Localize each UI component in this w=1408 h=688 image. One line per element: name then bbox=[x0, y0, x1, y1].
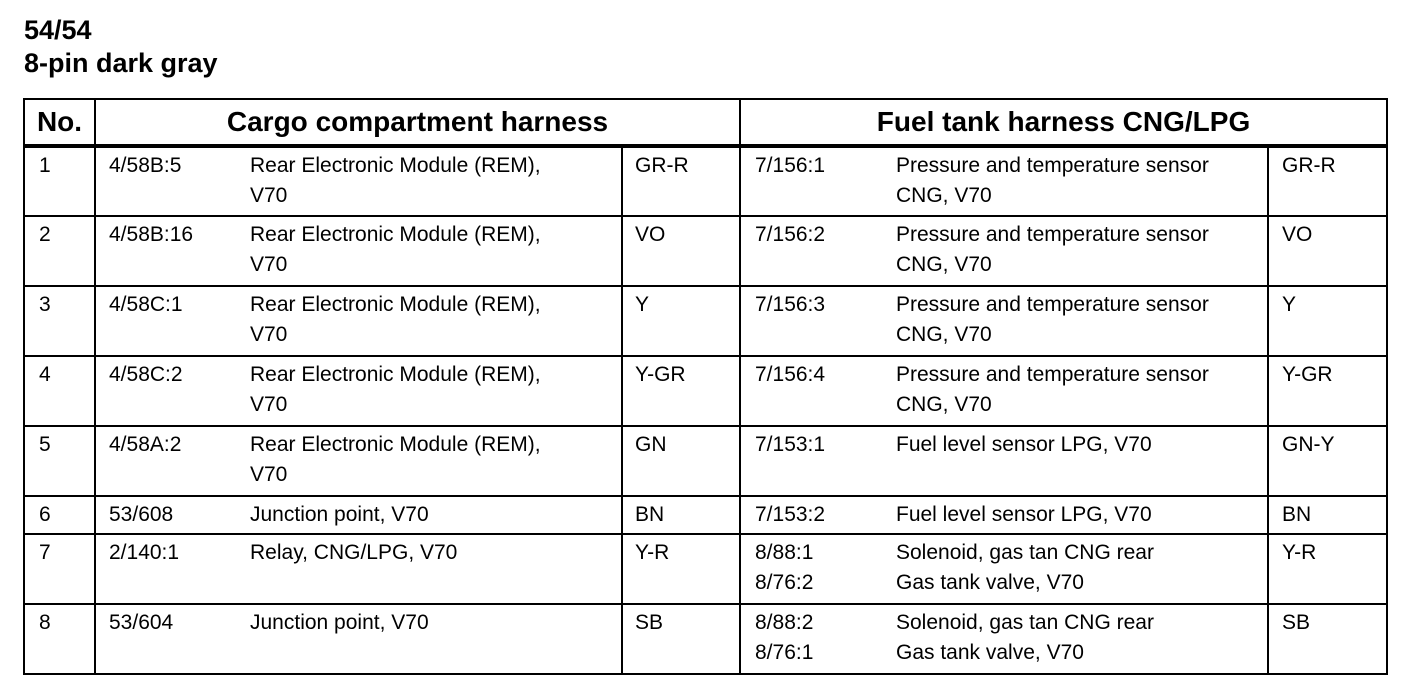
description-line: V70 bbox=[250, 253, 288, 276]
connector-pin: 4/58B:16 bbox=[109, 223, 194, 246]
pin-number: 4 bbox=[24, 356, 95, 426]
connection-entry bbox=[755, 568, 1267, 598]
page-heading bbox=[24, 14, 218, 80]
description-line: Rear Electronic Module (REM), bbox=[250, 363, 541, 386]
header-cargo: Cargo compartment harness bbox=[95, 99, 740, 146]
description-line: Pressure and temperature sensor bbox=[896, 363, 1209, 386]
description-line: Gas tank valve, V70 bbox=[896, 641, 1084, 664]
description-line: Rear Electronic Module (REM), bbox=[250, 293, 541, 316]
fuel-harness-cell bbox=[740, 496, 1268, 534]
connection-entry bbox=[109, 430, 621, 490]
pin-number: 5 bbox=[24, 426, 95, 496]
description-line: Pressure and temperature sensor bbox=[896, 154, 1209, 177]
component-description bbox=[250, 290, 621, 350]
component-description bbox=[896, 608, 1267, 638]
connection-entry bbox=[109, 360, 621, 420]
connection-entry bbox=[755, 538, 1267, 568]
cargo-wire-color: GN bbox=[622, 426, 740, 496]
connector-pin: 4/58C:2 bbox=[109, 363, 183, 386]
description-line: Relay, CNG/LPG, V70 bbox=[250, 541, 458, 564]
description-line: Pressure and temperature sensor bbox=[896, 223, 1209, 246]
header-row bbox=[24, 99, 1387, 146]
connection-entry bbox=[755, 220, 1267, 280]
connection-entry bbox=[755, 638, 1267, 668]
component-description bbox=[896, 430, 1267, 460]
pin-rows bbox=[24, 146, 1387, 674]
connector-pin: 8/76:2 bbox=[755, 571, 814, 594]
connector-pin: 53/608 bbox=[109, 503, 174, 526]
cargo-wire-color: GR-R bbox=[622, 146, 740, 216]
connector-description: 8-pin dark gray bbox=[24, 48, 218, 78]
connector-pin: 4/58C:1 bbox=[109, 293, 183, 316]
component-description bbox=[250, 538, 621, 568]
component-description bbox=[250, 220, 621, 280]
connector-pin: 7/153:1 bbox=[755, 433, 826, 456]
table-row bbox=[24, 146, 1387, 216]
cargo-harness-cell bbox=[95, 216, 622, 286]
connection-entry bbox=[755, 500, 1267, 530]
fuel-harness-cell bbox=[740, 356, 1268, 426]
connection-entry bbox=[109, 220, 621, 280]
cargo-wire-color: VO bbox=[622, 216, 740, 286]
fuel-wire-color: Y-GR bbox=[1268, 356, 1387, 426]
table-row bbox=[24, 534, 1387, 604]
connector-pin: 7/156:4 bbox=[755, 363, 826, 386]
fuel-harness-cell bbox=[740, 216, 1268, 286]
component-description bbox=[250, 500, 621, 530]
component-description bbox=[250, 430, 621, 490]
description-line: Pressure and temperature sensor bbox=[896, 293, 1209, 316]
component-description bbox=[896, 290, 1267, 350]
fuel-wire-color: VO bbox=[1268, 216, 1387, 286]
component-description bbox=[896, 568, 1267, 598]
pin-number: 7 bbox=[24, 534, 95, 604]
fuel-harness-cell bbox=[740, 534, 1268, 604]
connector-pin: 8/88:1 bbox=[755, 541, 814, 564]
cargo-harness-cell bbox=[95, 286, 622, 356]
fuel-wire-color: BN bbox=[1268, 496, 1387, 534]
table-row bbox=[24, 604, 1387, 674]
cargo-wire-color: Y-GR bbox=[622, 356, 740, 426]
component-description bbox=[896, 500, 1267, 530]
pin-number: 3 bbox=[24, 286, 95, 356]
component-description bbox=[896, 638, 1267, 668]
description-line: Rear Electronic Module (REM), bbox=[250, 433, 541, 456]
cargo-wire-color: Y-R bbox=[622, 534, 740, 604]
fuel-harness-cell bbox=[740, 426, 1268, 496]
cargo-wire-color: SB bbox=[622, 604, 740, 674]
description-line: Fuel level sensor LPG, V70 bbox=[896, 503, 1152, 526]
description-line: Fuel level sensor LPG, V70 bbox=[896, 433, 1152, 456]
component-description bbox=[896, 360, 1267, 420]
connector-pin: 7/156:3 bbox=[755, 293, 826, 316]
header-fuel: Fuel tank harness CNG/LPG bbox=[740, 99, 1387, 146]
connection-entry bbox=[755, 430, 1267, 460]
description-line: V70 bbox=[250, 323, 288, 346]
description-line: Junction point, V70 bbox=[250, 503, 429, 526]
connector-pin: 53/604 bbox=[109, 611, 174, 634]
component-description bbox=[896, 151, 1267, 211]
cargo-harness-cell bbox=[95, 604, 622, 674]
description-line: Rear Electronic Module (REM), bbox=[250, 223, 541, 246]
fuel-harness-cell bbox=[740, 286, 1268, 356]
connection-entry bbox=[109, 538, 621, 568]
description-line: Solenoid, gas tan CNG rear bbox=[896, 611, 1154, 634]
table-row bbox=[24, 496, 1387, 534]
connector-pin: 4/58A:2 bbox=[109, 433, 182, 456]
header-no: No. bbox=[24, 99, 95, 146]
pin-number: 6 bbox=[24, 496, 95, 534]
description-line: Solenoid, gas tan CNG rear bbox=[896, 541, 1154, 564]
pin-number: 2 bbox=[24, 216, 95, 286]
connector-pin: 4/58B:5 bbox=[109, 154, 182, 177]
connector-pin: 7/153:2 bbox=[755, 503, 826, 526]
cargo-harness-cell bbox=[95, 356, 622, 426]
cargo-wire-color: BN bbox=[622, 496, 740, 534]
description-line: V70 bbox=[250, 184, 288, 207]
connection-entry bbox=[109, 290, 621, 350]
fuel-wire-color: GN-Y bbox=[1268, 426, 1387, 496]
fuel-harness-cell bbox=[740, 604, 1268, 674]
connector-pin: 7/156:2 bbox=[755, 223, 826, 246]
component-description bbox=[896, 220, 1267, 280]
description-line: Gas tank valve, V70 bbox=[896, 571, 1084, 594]
table-row bbox=[24, 356, 1387, 426]
description-line: Rear Electronic Module (REM), bbox=[250, 154, 541, 177]
fuel-wire-color: Y bbox=[1268, 286, 1387, 356]
cargo-wire-color: Y bbox=[622, 286, 740, 356]
connector-pin: 8/88:2 bbox=[755, 611, 814, 634]
cargo-harness-cell bbox=[95, 426, 622, 496]
fuel-wire-color: SB bbox=[1268, 604, 1387, 674]
description-line: CNG, V70 bbox=[896, 253, 992, 276]
connection-entry bbox=[109, 608, 621, 638]
connection-entry bbox=[755, 360, 1267, 420]
description-line: CNG, V70 bbox=[896, 393, 992, 416]
component-description bbox=[250, 608, 621, 638]
description-line: V70 bbox=[250, 463, 288, 486]
connection-entry bbox=[755, 290, 1267, 350]
connector-pin: 2/140:1 bbox=[109, 541, 180, 564]
description-line: V70 bbox=[250, 393, 288, 416]
fuel-wire-color: Y-R bbox=[1268, 534, 1387, 604]
connection-entry bbox=[755, 151, 1267, 211]
connector-pin: 7/156:1 bbox=[755, 154, 826, 177]
table-row bbox=[24, 426, 1387, 496]
table-row bbox=[24, 216, 1387, 286]
connection-entry bbox=[109, 151, 621, 211]
connection-entry bbox=[755, 608, 1267, 638]
component-description bbox=[250, 360, 621, 420]
description-line: Junction point, V70 bbox=[250, 611, 429, 634]
description-line: CNG, V70 bbox=[896, 323, 992, 346]
table-row bbox=[24, 286, 1387, 356]
fuel-harness-cell bbox=[740, 146, 1268, 216]
connector-code: 54/54 bbox=[24, 15, 92, 45]
description-line: CNG, V70 bbox=[896, 184, 992, 207]
connection-entry bbox=[109, 500, 621, 530]
pin-table bbox=[23, 98, 1388, 675]
cargo-harness-cell bbox=[95, 146, 622, 216]
pin-number: 8 bbox=[24, 604, 95, 674]
fuel-wire-color: GR-R bbox=[1268, 146, 1387, 216]
cargo-harness-cell bbox=[95, 534, 622, 604]
cargo-harness-cell bbox=[95, 496, 622, 534]
component-description bbox=[896, 538, 1267, 568]
pin-number: 1 bbox=[24, 146, 95, 216]
connector-pin: 8/76:1 bbox=[755, 641, 814, 664]
component-description bbox=[250, 151, 621, 211]
